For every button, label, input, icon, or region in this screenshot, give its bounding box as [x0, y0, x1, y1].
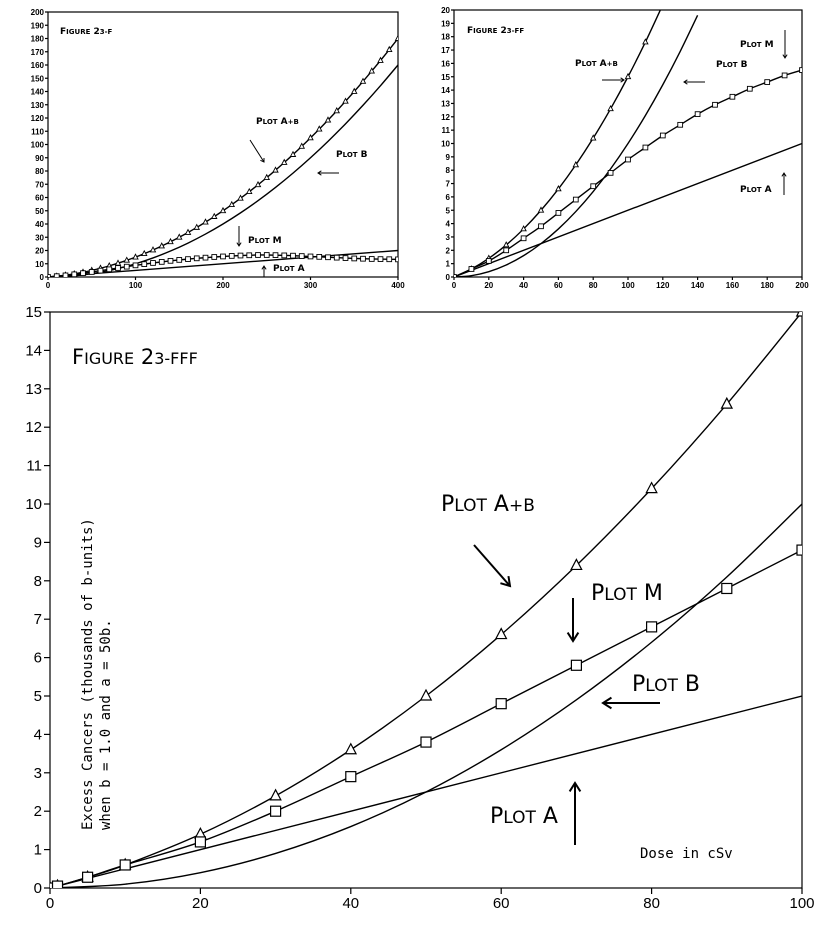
data-point-m: [797, 545, 807, 555]
y-axis-label-line-1: Excess Cancers (thousands of b-units): [80, 518, 96, 830]
x-tick-label: 180: [760, 281, 774, 290]
y-tick-label: 6: [445, 192, 450, 202]
data-point-m: [221, 254, 226, 259]
annotation-label-m: PLOT M: [740, 40, 774, 50]
y-tick-label: 5: [33, 688, 42, 705]
y-tick-label: 1: [445, 259, 450, 269]
x-tick-label: 400: [391, 281, 405, 290]
data-point-m: [695, 112, 700, 117]
y-tick-label: 12: [25, 419, 42, 437]
data-point-m: [800, 68, 805, 73]
data-point-m: [730, 94, 735, 99]
data-point-ab: [124, 257, 129, 262]
y-tick-label: 13: [25, 380, 42, 398]
data-point-m: [486, 259, 491, 264]
data-point-m: [116, 266, 121, 271]
y-tick-label: 50: [35, 206, 44, 216]
annotation-arrow-ab: [474, 545, 510, 586]
data-point-m: [556, 211, 561, 216]
y-tick-label: 160: [30, 61, 44, 70]
data-point-m: [299, 254, 304, 259]
x-tick-label: 200: [216, 281, 230, 290]
x-tick-label: 100: [789, 895, 815, 912]
data-point-m: [72, 272, 77, 277]
data-point-m: [81, 271, 86, 276]
data-point-m: [352, 256, 357, 261]
data-point-m: [195, 837, 205, 847]
y-tick-label: 10: [441, 139, 450, 149]
data-point-m: [387, 257, 392, 262]
data-point-m: [343, 256, 348, 261]
annotation-label-ab: PLOT A+B: [575, 59, 618, 69]
y-tick-label: 140: [30, 87, 44, 97]
data-point-m: [521, 236, 526, 241]
data-point-m: [713, 102, 718, 107]
y-tick-label: 5: [445, 206, 450, 216]
y-tick-label: 60: [35, 193, 44, 203]
y-tick-label: 9: [445, 152, 450, 162]
data-point-m: [378, 257, 383, 262]
y-tick-label: 130: [30, 100, 44, 110]
data-point-ab: [496, 629, 507, 639]
y-tick-label: 30: [35, 233, 44, 243]
data-point-ab: [133, 254, 138, 259]
y-tick-label: 80: [35, 167, 44, 176]
data-point-ab: [395, 36, 400, 41]
annotation-arrow-a: [570, 783, 581, 845]
x-tick-label: 80: [588, 281, 598, 290]
y-tick-label: 15: [441, 72, 450, 82]
data-point-m: [282, 253, 287, 258]
data-point-m: [107, 267, 112, 272]
data-point-m: [346, 772, 356, 782]
data-point-ab: [177, 234, 182, 239]
data-point-m: [256, 253, 261, 258]
data-point-m: [229, 254, 234, 259]
x-tick-label: 20: [192, 895, 209, 912]
y-tick-label: 10: [35, 259, 44, 269]
series-line-a: [454, 144, 802, 278]
annotation-arrow-b: [603, 698, 660, 709]
chart-title: FIGURE 23-F: [60, 27, 113, 37]
data-point-m: [747, 86, 752, 91]
annotation-arrow-m: [783, 30, 787, 58]
y-tick-label: 18: [441, 32, 450, 42]
y-tick-label: 3: [445, 232, 450, 242]
data-point-ab: [660, 2, 665, 7]
data-point-ab: [115, 260, 120, 265]
y-tick-label: 4: [33, 726, 42, 744]
data-point-m: [83, 872, 93, 882]
y-tick-label: 4: [445, 219, 450, 229]
x-tick-label: 40: [519, 281, 529, 290]
data-point-m: [54, 274, 59, 279]
annotation-arrow-b: [318, 171, 339, 175]
x-tick-label: 300: [303, 281, 318, 290]
data-point-m: [247, 253, 252, 258]
x-tick-label: 120: [656, 281, 670, 290]
data-point-m: [89, 270, 94, 275]
y-tick-label: 2: [445, 246, 450, 256]
data-point-m: [264, 253, 269, 258]
data-point-ab: [194, 225, 199, 230]
annotation-label-ab: PLOT A+B: [441, 492, 535, 517]
data-point-m: [212, 255, 217, 260]
chart-fig-ff: [441, 2, 809, 290]
data-point-m: [369, 257, 374, 262]
annotation-arrow-a: [782, 173, 786, 195]
y-tick-label: 180: [30, 34, 44, 44]
y-tick-label: 17: [441, 46, 450, 56]
series-line-ab: [50, 312, 802, 888]
x-tick-label: 0: [45, 895, 55, 912]
x-tick-label: 0: [451, 281, 457, 290]
y-tick-label: 15: [25, 304, 42, 321]
y-tick-label: 13: [441, 99, 450, 109]
y-tick-label: 0: [445, 273, 450, 282]
y-tick-label: 8: [445, 166, 450, 176]
data-point-m: [273, 253, 278, 258]
annotation-arrow-m: [568, 598, 579, 641]
data-point-m: [421, 737, 431, 747]
y-tick-label: 14: [441, 86, 450, 96]
data-point-m: [626, 157, 631, 162]
data-point-m: [643, 145, 648, 150]
annotation-label-a: PLOT A: [273, 264, 305, 274]
data-point-m: [291, 253, 296, 258]
data-point-m: [469, 267, 474, 272]
data-point-m: [142, 262, 147, 267]
data-point-m: [660, 133, 665, 138]
annotation-label-b: PLOT B: [632, 672, 701, 697]
y-tick-label: 6: [33, 649, 42, 667]
data-point-ab: [229, 202, 234, 207]
y-tick-label: 90: [35, 153, 44, 163]
series-line-b: [454, 15, 698, 277]
x-tick-label: 160: [725, 281, 740, 290]
y-tick-label: 12: [441, 112, 450, 122]
annotation-arrow-m: [237, 226, 241, 246]
data-point-m: [271, 806, 281, 816]
y-tick-label: 11: [441, 126, 450, 136]
data-point-ab: [270, 790, 281, 800]
data-point-m: [120, 860, 130, 870]
y-tick-label: 0: [33, 880, 42, 897]
y-tick-label: 190: [30, 21, 44, 31]
y-tick-label: 200: [30, 8, 44, 17]
data-point-m: [396, 257, 401, 262]
series-line-m: [50, 550, 802, 888]
data-point-m: [504, 248, 509, 253]
data-point-m: [194, 256, 199, 261]
data-point-m: [591, 184, 596, 189]
y-tick-label: 40: [35, 220, 44, 229]
annotation-label-b: PLOT B: [336, 150, 368, 160]
data-point-m: [151, 261, 156, 266]
data-point-ab: [150, 247, 155, 252]
x-tick-label: 60: [492, 895, 510, 912]
data-point-ab: [142, 251, 147, 256]
chart-title: FIGURE 23-FFF: [72, 345, 198, 369]
annotation-label-m: PLOT M: [248, 236, 282, 246]
data-point-ab: [185, 230, 190, 235]
y-tick-label: 7: [445, 179, 450, 189]
annotation-label-a: PLOT A: [490, 804, 558, 829]
data-point-m: [496, 699, 506, 709]
x-tick-label: 100: [128, 281, 143, 290]
y-tick-label: 9: [33, 534, 42, 552]
data-point-m: [168, 258, 173, 263]
y-tick-label: 2: [33, 803, 42, 821]
x-tick-label: 60: [553, 281, 563, 290]
y-tick-label: 19: [441, 19, 450, 29]
data-point-m: [308, 254, 313, 259]
data-point-ab: [220, 208, 225, 213]
y-tick-label: 1: [33, 841, 42, 859]
annotation-arrow-ab: [250, 140, 264, 162]
annotation-label-ab: PLOT A+B: [256, 117, 299, 127]
data-point-m: [361, 256, 366, 261]
annotation-label-a: PLOT A: [740, 185, 772, 195]
data-point-m: [177, 258, 182, 263]
data-point-m: [98, 268, 103, 273]
y-tick-label: 7: [33, 611, 42, 629]
data-point-m: [159, 259, 164, 264]
series-line-b: [48, 65, 398, 277]
data-point-m: [133, 263, 138, 268]
annotation-label-b: PLOT B: [716, 60, 748, 70]
data-point-m: [722, 583, 732, 593]
data-point-ab: [203, 219, 208, 224]
data-point-m: [203, 255, 208, 260]
x-tick-label: 40: [342, 895, 360, 912]
x-axis-label: Dose in cSv: [640, 846, 733, 862]
chart-fig-fff: [25, 304, 814, 912]
annotation-arrow-b: [684, 80, 705, 84]
y-axis-label-line-2: when b = 1.0 and a = 50b.: [98, 619, 114, 830]
data-point-ab: [346, 744, 357, 754]
x-tick-label: 80: [643, 895, 660, 912]
data-point-m: [539, 224, 544, 229]
x-tick-label: 20: [484, 281, 494, 290]
data-point-m: [647, 622, 657, 632]
x-tick-label: 100: [621, 281, 635, 290]
y-tick-label: 14: [25, 342, 42, 360]
data-point-ab: [159, 243, 164, 248]
data-point-m: [53, 881, 63, 891]
y-tick-label: 10: [25, 496, 42, 513]
data-point-m: [334, 255, 339, 260]
y-tick-label: 11: [26, 457, 42, 475]
y-tick-label: 170: [30, 47, 44, 57]
data-point-m: [608, 170, 613, 175]
y-tick-label: 150: [30, 74, 44, 84]
y-tick-label: 16: [441, 59, 450, 69]
data-point-m: [765, 80, 770, 85]
x-tick-label: 0: [45, 281, 51, 290]
chart-fig-f: [31, 8, 406, 290]
data-point-m: [573, 197, 578, 202]
plot-frame: [50, 312, 802, 888]
data-point-ab: [168, 239, 173, 244]
y-tick-label: 20: [35, 246, 44, 256]
data-point-m: [678, 122, 683, 127]
y-tick-label: 70: [35, 180, 44, 190]
annotation-label-m: PLOT M: [591, 581, 663, 606]
data-point-m: [238, 253, 243, 258]
y-tick-label: 100: [30, 140, 44, 150]
data-point-m: [571, 660, 581, 670]
x-tick-label: 200: [795, 281, 809, 290]
series-line-ab: [454, 5, 663, 277]
y-tick-label: 110: [31, 127, 44, 137]
plot-frame: [48, 12, 398, 277]
data-point-ab: [797, 306, 808, 316]
data-point-m: [186, 257, 191, 262]
y-tick-label: 120: [30, 114, 44, 123]
annotation-arrow-a: [262, 266, 266, 277]
y-tick-label: 20: [441, 6, 450, 15]
annotation-arrow-ab: [602, 78, 624, 82]
data-point-m: [124, 264, 129, 269]
data-point-m: [317, 254, 322, 259]
y-tick-label: 3: [33, 764, 42, 782]
y-tick-label: 0: [39, 273, 44, 282]
y-tick-label: 8: [33, 572, 42, 590]
chart-title: FIGURE 23-FF: [467, 26, 525, 36]
x-tick-label: 140: [690, 281, 705, 290]
data-point-m: [326, 255, 331, 260]
data-point-ab: [421, 690, 432, 700]
data-point-ab: [212, 214, 217, 219]
data-point-m: [782, 73, 787, 78]
